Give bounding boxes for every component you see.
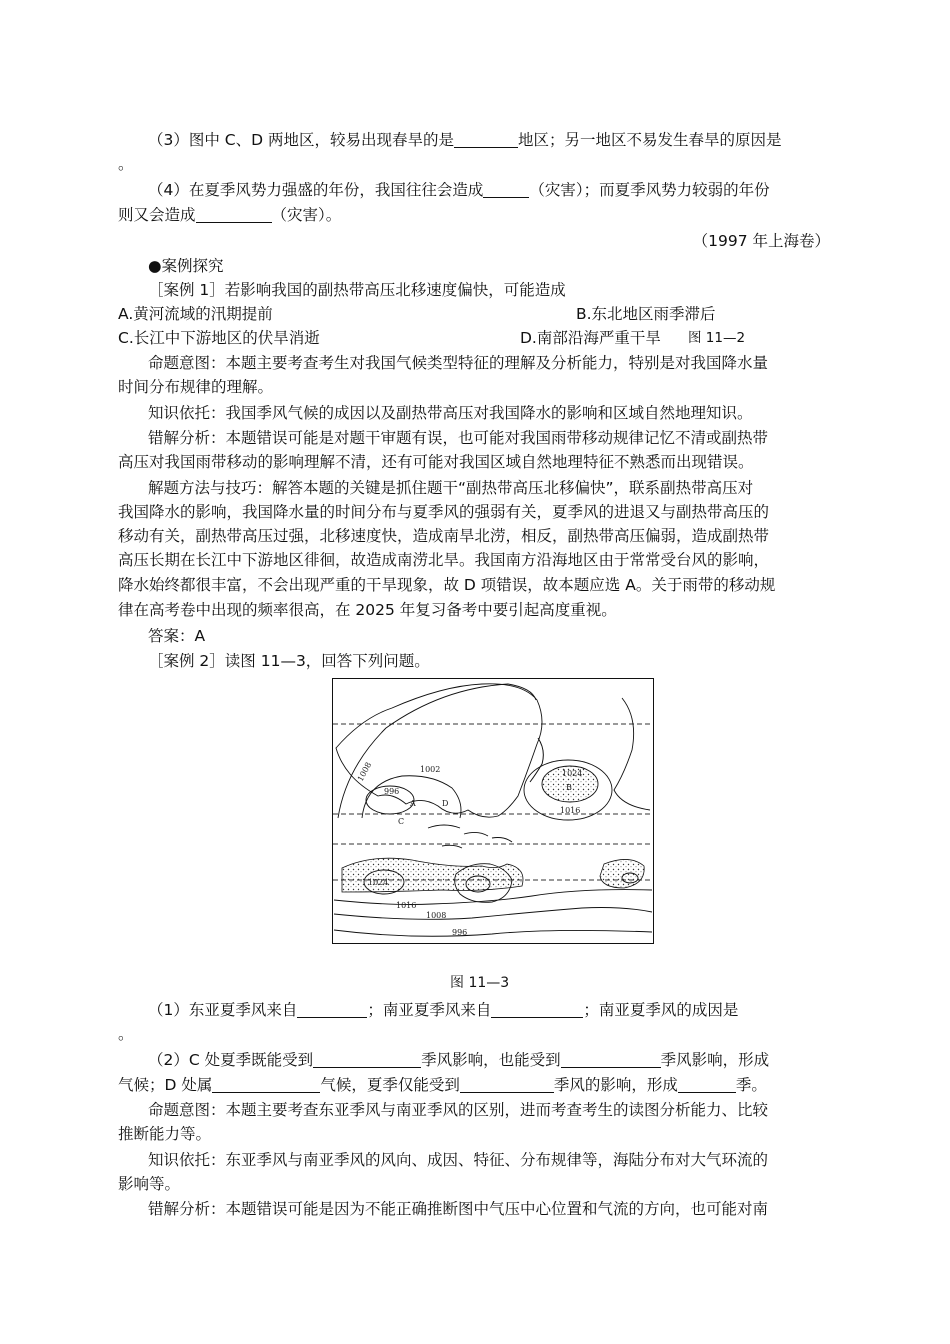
case1-method: 移动有关，副热带高压过强，北移速度快，造成南旱北涝，相反，副热带高压偏弱，造成副热带: [118, 527, 770, 545]
case2-intent: 命题意图：本题主要考查东亚季风与南亚季风的区别，进而考查考生的读图分析能力、比较: [148, 1101, 769, 1119]
case1-method: 降水始终都很丰富，不会出现严重的干旱现象，故 D 项错误，故本题应选 A。关于雨带的移动规: [118, 576, 776, 594]
case2-intent: 推断能力等。: [118, 1125, 212, 1143]
case1-method: 我国降水的影响，我国降水量的时间分布与夏季风的强弱有关，夏季风的进退又与副热带高压的: [118, 503, 770, 521]
answer-blank[interactable]: [297, 1001, 367, 1018]
answer-blank[interactable]: [460, 1076, 554, 1093]
pressure-map: [332, 678, 654, 944]
case1-method: 解题方法与技巧：解答本题的关键是抓住题干“副热带高压北移偏快”，联系副热带高压对: [148, 479, 754, 497]
case2-stem: ［案例 2］读图 11—3，回答下列问题。: [148, 652, 430, 670]
case1-intent: 时间分布规律的理解。: [118, 378, 274, 396]
case1-basis: 知识依托：我国季风气候的成因以及副热带高压对我国降水的影响和区域自然地理知识。: [148, 404, 753, 422]
isobar-label: 996: [384, 787, 400, 796]
isobar-label: 1024: [562, 769, 583, 778]
figure-label: 图 11—2: [688, 330, 746, 346]
answer-blank[interactable]: [454, 131, 518, 148]
option-d: D.南部沿海严重干旱: [520, 329, 661, 347]
q4-line: （4）在夏季风势力强盛的年份，我国往往会造成 （灾害）；而夏季风势力较弱的年份: [148, 181, 770, 199]
answer-blank[interactable]: [483, 181, 529, 198]
case2-error: 错解分析：本题错误可能是因为不能正确推断图中气压中心位置和气流的方向，也可能对南: [148, 1200, 769, 1218]
option-c: C.长江中下游地区的伏旱消逝: [118, 329, 320, 347]
case2-q1-line-2: 。: [118, 1025, 134, 1043]
case1-error: 错解分析：本题错误可能是对题干审题有误，也可能对我国雨带移动规律记忆不清或副热带: [148, 429, 769, 447]
isobar-label: 1016: [560, 806, 581, 815]
section-heading: ●案例探究: [148, 257, 224, 275]
case1-intent: 命题意图：本题主要考查考生对我国气候类型特征的理解及分析能力，特别是对我国降水量: [148, 354, 769, 372]
q3-line: （3）图中 C、D 两地区，较易出现春旱的是 地区；另一地区不易发生春旱的原因是: [148, 131, 782, 149]
region-label-a: A: [410, 799, 416, 808]
case2-q1: （1）东亚夏季风来自 ；南亚夏季风来自 ；南亚夏季风的成因是: [148, 1001, 739, 1019]
isobar-label: 1016: [396, 901, 417, 910]
case1-method: 高压长期在长江中下游地区徘徊，故造成南涝北旱。我国南方沿海地区由于常常受台风的影响，: [118, 551, 770, 569]
answer-blank[interactable]: [313, 1051, 421, 1068]
case2-q2: （2）C 处夏季既能受到 季风影响，也能受到 季风影响，形成: [148, 1051, 770, 1069]
figure-label: 图 11—3: [450, 975, 510, 991]
case1-answer: 答案：A: [148, 627, 206, 645]
option-b: B.东北地区雨季滞后: [576, 305, 716, 323]
region-label-b: B: [566, 783, 572, 792]
q3-line-2: 。: [118, 155, 134, 173]
case2-basis: 影响等。: [118, 1175, 181, 1193]
answer-blank[interactable]: [196, 206, 272, 223]
case1-error: 高压对我国雨带移动的影响理解不清，还有可能对我国区域自然地理特征不熟悉而出现错误。: [118, 453, 754, 471]
case1-options-row2: [118, 326, 834, 350]
region-label-c: C: [398, 817, 405, 826]
isobar-label: 1002: [420, 765, 441, 774]
answer-blank[interactable]: [212, 1076, 320, 1093]
source-note: （1997 年上海卷）: [692, 232, 830, 250]
region-label-d: D: [442, 799, 449, 808]
isobar-label: 1008: [426, 911, 447, 920]
case1-options-row1: [118, 302, 834, 326]
isobar-label: 996: [452, 928, 468, 937]
option-a: A.黄河流域的汛期提前: [118, 305, 273, 323]
q4-line-2: 则又会造成 （灾害）。: [118, 206, 342, 224]
case2-q2-line-2: 气候；D 处属 气候，夏季仅能受到 季风的影响，形成 季。: [118, 1076, 767, 1094]
case1-method: 律在高考卷中出现的频率很高，在 2025 年复习备考中要引起高度重视。: [118, 601, 617, 619]
case2-basis: 知识依托：东亚季风与南亚季风的风向、成因、特征、分布规律等，海陆分布对大气环流的: [148, 1151, 769, 1169]
isobar-label: 1008: [355, 760, 374, 783]
case1-stem: ［案例 1］若影响我国的副热带高压北移速度偏快，可能造成: [148, 281, 566, 299]
answer-blank[interactable]: [561, 1051, 661, 1068]
answer-blank[interactable]: [678, 1076, 736, 1093]
answer-blank[interactable]: [491, 1001, 583, 1018]
isobar-label: 1024: [368, 878, 389, 887]
